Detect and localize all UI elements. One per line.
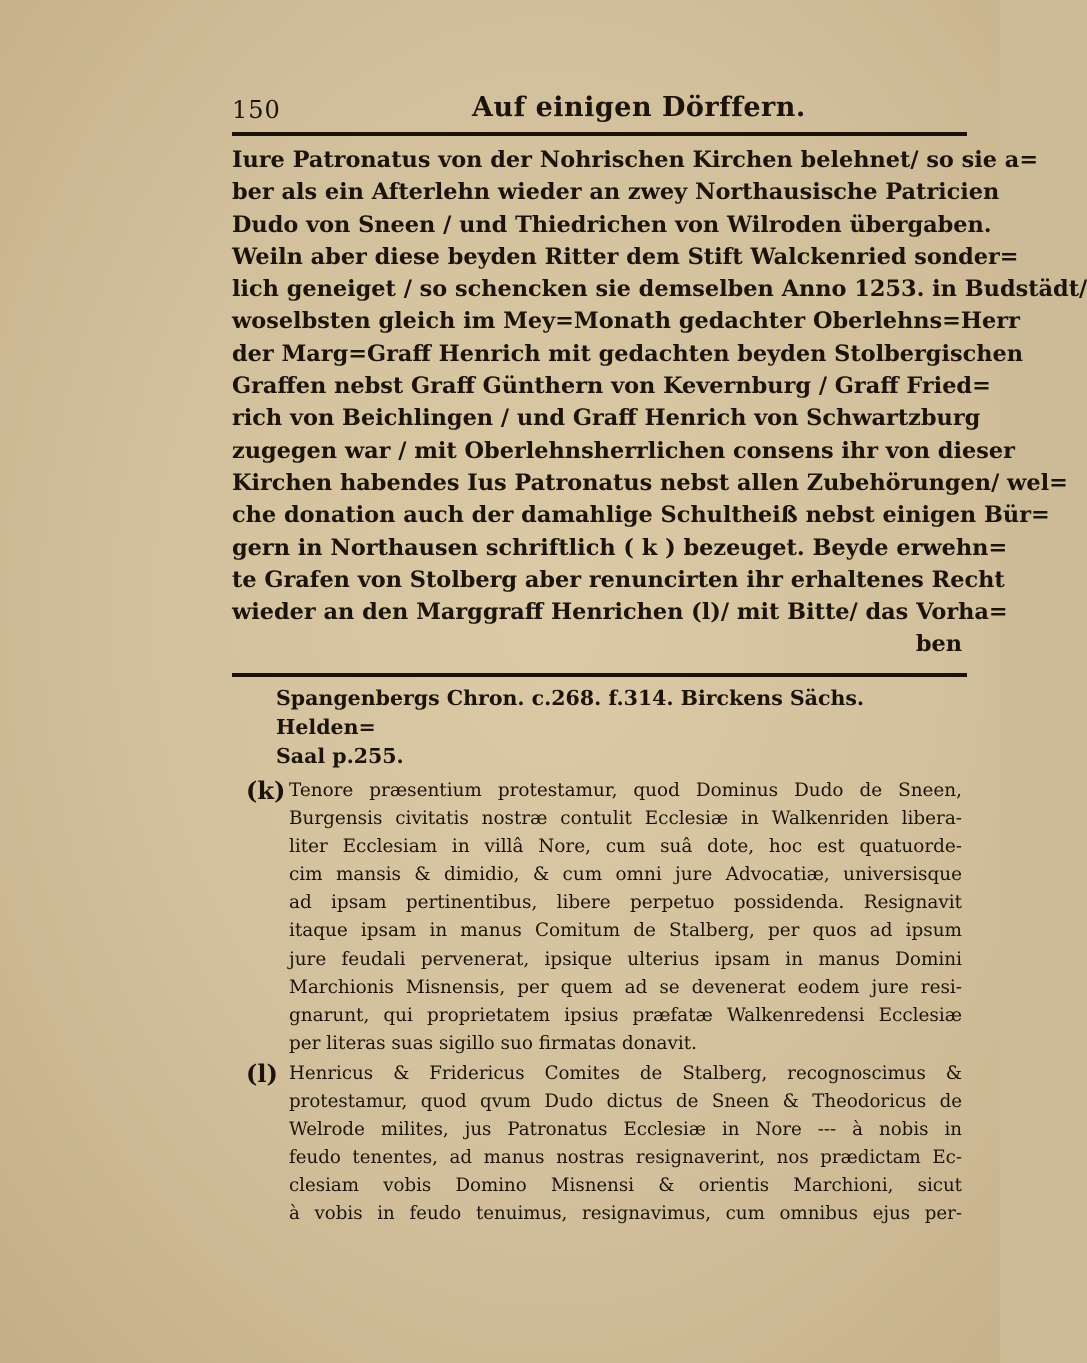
footnote-line: clesiam vobis Domino Misnensi & orientis Marchioni, sicut xyxy=(289,1175,962,1197)
footnote-line: protestamur, quod qvum Dudo dictus de Sneen & Theodoricus de xyxy=(289,1091,962,1113)
text-line: rich von Beichlingen / und Graff Henrich von Schwartzburg xyxy=(232,405,981,432)
text-line: wieder an den Marggraff Henrichen (l)/ mit Bitte/ das Vorha= xyxy=(232,599,1008,626)
footnote-line: liter Ecclesiam in villâ Nore, cum suâ dote, hoc est quatuorde- xyxy=(289,836,962,858)
footnote-marker: (l) xyxy=(246,1058,278,1088)
running-head: Auf einigen Dörffern. xyxy=(472,92,806,123)
text-line: der Marg=Graff Henrich mit gedachten beyden Stolbergischen xyxy=(232,340,1024,367)
text-line: zugegen war / mit Oberlehnsherrlichen consens ihr von dieser xyxy=(232,437,1015,464)
footnote-line: gnarunt, qui proprietatem ipsius præfatæ Walkenredensi Ecclesiæ xyxy=(289,1004,962,1026)
footnote-line: jure feudali pervenerat, ipsique ulterius ipsam in manus Domini xyxy=(289,948,962,970)
footnote-line: Burgensis civitatis nostræ contulit Ecclesiæ in Walkenriden libera- xyxy=(289,808,962,830)
text-line: Weiln aber diese beyden Ritter dem Stift Walckenried sonder= xyxy=(232,243,1019,270)
text-line: Dudo von Sneen / und Thiedrichen von Wilroden übergaben. xyxy=(232,211,992,238)
footnote-line: Welrode milites, jus Patronatus Ecclesiæ in Nore --- à nobis in xyxy=(289,1119,962,1141)
reference-note xyxy=(276,684,962,771)
footnote-l xyxy=(246,1060,962,1229)
footnote-line: itaque ipsam in manus Comitum de Stalberg, per quos ad ipsum xyxy=(289,920,962,942)
footnote-rule xyxy=(232,673,967,677)
footnote-line: ad ipsam pertinentibus, libere perpetuo possidenda. Resignavit xyxy=(289,892,962,914)
text-line: te Grafen von Stolberg aber renuncirten ihr erhaltenes Recht xyxy=(232,566,1005,593)
text-line: Graffen nebst Graff Günthern von Kevernburg / Graff Fried= xyxy=(232,373,991,400)
catchword: ben xyxy=(915,631,962,658)
footnote-line: per literas suas sigillo suo firmatas donavit. xyxy=(289,1032,698,1054)
text-line: woselbsten gleich im Mey=Monath gedachter Oberlehns=Herr xyxy=(232,308,1020,335)
footnote-line: Tenore præsentium protestamur, quod Dominus Dudo de Sneen, xyxy=(289,780,962,801)
text-line: gern in Northausen schriftlich ( k ) bezeuget. Beyde erwehn= xyxy=(232,534,1008,561)
footnote-line: cim mansis & dimidio, & cum omni jure Advocatiæ, universisque xyxy=(289,864,962,886)
footnote-k xyxy=(246,777,962,1058)
page-header xyxy=(232,92,967,132)
text-line: che donation auch der damahlige Schultheiß nebst einigen Bür= xyxy=(232,502,1050,529)
footnote-line: feudo tenentes, ad manus nostras resignaverint, nos prædictam Ec- xyxy=(289,1147,962,1169)
page-number: 150 xyxy=(232,96,281,124)
text-line: Iure Patronatus von der Nohrischen Kirchen belehnet/ so sie a= xyxy=(232,147,1039,173)
text-line: lich geneiget / so schencken sie demselben Anno 1253. in Budstädt/ xyxy=(232,276,1087,303)
header-rule xyxy=(232,132,967,136)
footnotes xyxy=(246,684,962,1229)
text-line: Kirchen habendes Ius Patronatus nebst allen Zubehörungen/ wel= xyxy=(232,469,1068,496)
reference-line: Saal p.255. xyxy=(276,744,404,768)
footnote-line: Marchionis Misnensis, per quem ad se devenerat eodem jure resi- xyxy=(289,976,962,998)
reference-line: Spangenbergs Chron. c.268. f.314. Birckens Sächs. Helden= xyxy=(276,686,865,739)
main-text xyxy=(232,144,1087,661)
footnote-line: à vobis in feudo tenuimus, resignavimus, cum omnibus ejus per- xyxy=(289,1203,962,1225)
footnote-marker: (k) xyxy=(246,776,286,805)
footnote-line: Henricus & Fridericus Comites de Stalberg, recognoscimus & xyxy=(289,1062,962,1084)
text-line: ber als ein Afterlehn wieder an zwey Northausische Patricien xyxy=(232,179,1000,206)
